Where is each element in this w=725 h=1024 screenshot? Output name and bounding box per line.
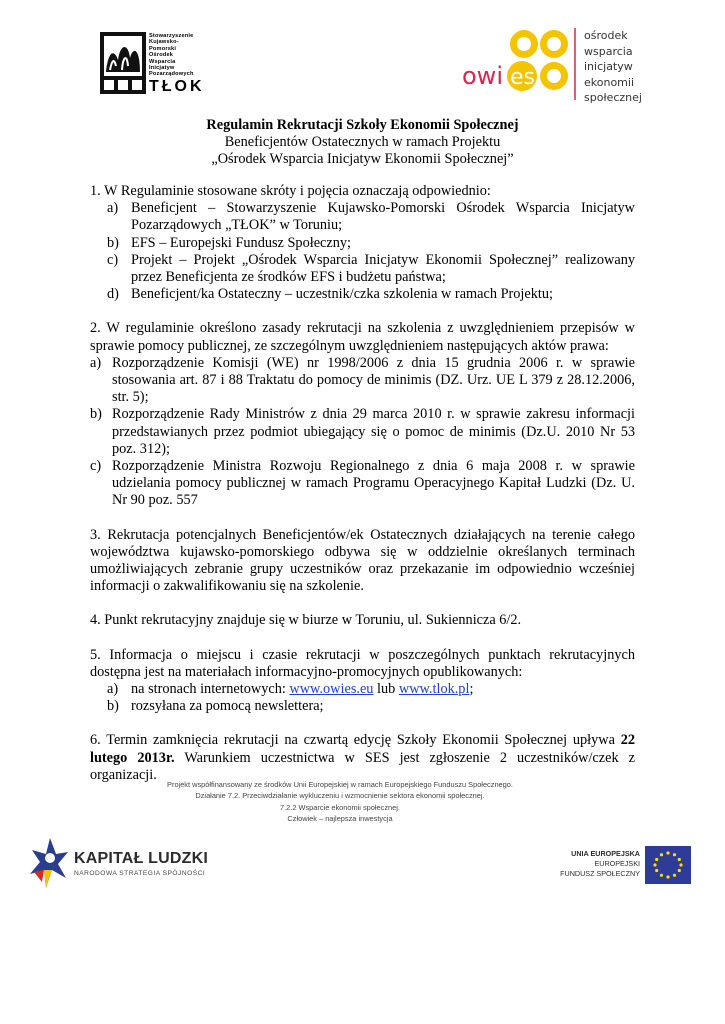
owies-full-name: [584, 28, 654, 106]
list-text-part: na stronach internetowych:: [131, 681, 290, 698]
footer-line: Projekt współfinansowany ze środków Unii Europejskiej w ramach Europejskiego Funduszu Społecznego.: [167, 780, 513, 789]
kapital-ludzki-subtitle: NARODOWA STRATEGIA SPÓJNOŚCI: [74, 870, 206, 877]
section-5: [90, 647, 635, 716]
list-label: d): [107, 286, 119, 303]
kapital-ludzki-title: KAPITAŁ LUDZKI: [74, 850, 209, 867]
list-item: [90, 458, 635, 510]
tlok-line: Stowarzyszenie: [149, 33, 194, 39]
eu-line: UNIA EUROPEJSKA: [571, 849, 640, 858]
section-6-end: Warunkiem uczestnictwa w SES jest zgłoszenie 2 uczestników/czek z organizacji.: [90, 749, 635, 783]
list-item: [90, 698, 635, 715]
tlok-line: Ośrodek: [149, 52, 174, 59]
list-label: c): [107, 251, 119, 268]
eu-line: EUROPEJSKI: [594, 859, 640, 868]
title-line-1: Regulamin Rekrutacji Szkoły Ekonomii Społecznej: [206, 117, 519, 133]
list-item: [90, 406, 635, 458]
tlok-logo: [100, 32, 218, 98]
owies-line: wsparcia: [584, 44, 633, 58]
list-text-part: ;: [469, 681, 474, 698]
tlok-full-name: [149, 33, 219, 78]
kapital-ludzki-logo: [28, 836, 218, 896]
list-text: Beneficjent/ka Ostateczny – uczestnik/czka szkolenia w ramach Projektu;: [131, 286, 553, 303]
section-2: [90, 320, 635, 509]
list-label: a): [107, 681, 119, 698]
footer-funding-note: [130, 779, 550, 824]
section-1-intro: 1. W Regulaminie stosowane skróty i pojęcia oznaczają odpowiednio:: [90, 183, 491, 199]
footer-line: Człowiek – najlepsza inwestycja: [287, 813, 393, 823]
title-line-3: „Ośrodek Wsparcia Inicjatyw Ekonomii Społecznej”: [211, 151, 514, 167]
tlok-name: TŁOK: [149, 78, 205, 95]
list-label: b): [90, 406, 102, 423]
document-title: [100, 117, 625, 168]
list-text: Rozporządzenie Rady Ministrów z dnia 29 marca 2010 r. w sprawie zakresu informacji przedstawianych przez podmiot ubiegający się o pomoc de minimis (Dz.U. 2010 Nr 53 poz. 312);: [112, 406, 635, 457]
tlok-line: Pomorski: [149, 45, 177, 52]
section-1: [90, 183, 635, 303]
kapital-ludzki-star-icon: [28, 836, 68, 892]
list-item: [90, 286, 635, 303]
list-text-part: lub: [373, 681, 399, 698]
owies-line: ekonomii: [584, 75, 635, 89]
section-4: [90, 612, 635, 629]
list-text: Rozporządzenie Komisji (WE) nr 1998/2006 z dnia 15 grudnia 2006 r. w sprawie stosowania art. 87 i 88 Traktatu do pomocy de minimis (DZ. Urz. UE L 379 z 28.12.2006, str. 5);: [112, 354, 635, 406]
list-item: [90, 235, 635, 252]
owies-link[interactable]: www.owies.eu: [289, 681, 374, 698]
section-6-text: [90, 732, 635, 784]
list-text: Rozporządzenie Ministra Rozwoju Regionalnego z dnia 6 maja 2008 r. w sprawie udzielania pomocy publicznej w ramach Programu Operacyjnego Kapitał Ludzki (Dz. U. Nr 90 poz. 557: [112, 458, 635, 509]
list-text: Projekt – Projekt „Ośrodek Wsparcia Inicjatyw Ekonomii Społecznej” realizowany przez Beneficjenta ze środków EFS i budżetu państwa;: [131, 251, 635, 286]
eu-line: FUNDUSZ SPOŁECZNY: [560, 869, 640, 878]
section-2-intro: 2. W regulaminie określono zasady rekrutacji na szkolenia z uwzględnieniem przepisów w sprawie pomocy publicznej, ze szczególnym uwzględnieniem następujących aktów prawa:: [90, 320, 635, 354]
owies-logo: [460, 28, 650, 104]
tlok-link[interactable]: www.tlok.pl: [398, 681, 470, 698]
eu-logo: [540, 846, 692, 888]
section-4-text: 4. Punkt rekrutacyjny znajduje się w biurze w Toruniu, ul. Sukiennicza 6/2.: [90, 612, 522, 629]
list-label: a): [90, 354, 102, 371]
footer-line: Działanie 7.2. Przeciwdziałanie wykluczeniu i wzmocnienie sektora ekonomii społecznej.: [195, 791, 485, 801]
list-item: [90, 252, 635, 286]
footer-line: 7.2.2 Wsparcie ekonomii społecznej.: [280, 802, 400, 812]
list-text: Beneficjent – Stowarzyszenie Kujawsko-Pomorski Ośrodek Wsparcia Inicjatyw Pozarządowych „TŁOK” w Toruniu;: [131, 200, 635, 234]
owies-line: społecznej: [584, 91, 642, 104]
owies-wordmark-es: es: [510, 65, 535, 90]
title-line-2: Beneficjentów Ostatecznych w ramach Projektu: [224, 134, 501, 150]
owies-wordmark-owi: owi: [462, 62, 503, 90]
section-6: [90, 732, 635, 784]
tlok-line: Kujawsko-: [149, 39, 179, 46]
section-6-start: 6. Termin zamknięcia rekrutacji na czwartą edycję Szkoły Ekonomii Społecznej upływa: [90, 732, 621, 749]
tlok-line: Inicjatyw: [149, 65, 175, 72]
document-body: [90, 183, 635, 784]
list-text: rozsyłana za pomocą newslettera;: [131, 698, 324, 715]
list-text: [131, 681, 635, 698]
tlok-line: Wsparcia: [149, 58, 176, 65]
owies-line: inicjatyw: [584, 60, 633, 73]
section-5-intro: 5. Informacja o miejscu i czasie rekrutacji w poszczególnych punktach rekrutacyjnych dostępna jest na materiałach informacyjno-promocyjnych opublikowanych:: [90, 646, 635, 680]
owies-line: ośrodek: [584, 29, 628, 42]
list-label: c): [90, 458, 102, 475]
tlok-emblem-icon: [100, 32, 146, 94]
deadline-date: 22 lutego 2013r.: [90, 732, 635, 766]
list-label: b): [107, 698, 119, 715]
owies-emblem-icon: [460, 28, 576, 100]
tlok-line: Pozarządowych: [149, 71, 194, 78]
list-item: [90, 355, 635, 407]
list-label: b): [107, 234, 119, 251]
list-text: EFS – Europejski Fundusz Społeczny;: [131, 234, 352, 251]
section-3-text: 3. Rekrutacja potencjalnych Beneficjentów/ek Ostatecznych działających na terenie całego województwa kujawsko-pomorskiego odbywa się w oddzielnie określanych terminach umożliwiających zebranie grupy uczestników oraz przekazanie im odpowiednio wcześniej informacji o zakwalifikowaniu się na szkolenie.: [90, 526, 635, 595]
list-item: [90, 200, 635, 234]
list-item: [90, 681, 635, 698]
list-label: a): [107, 200, 119, 217]
eu-text: [540, 849, 640, 879]
eu-flag-icon: [645, 846, 691, 884]
section-3: [90, 527, 635, 596]
